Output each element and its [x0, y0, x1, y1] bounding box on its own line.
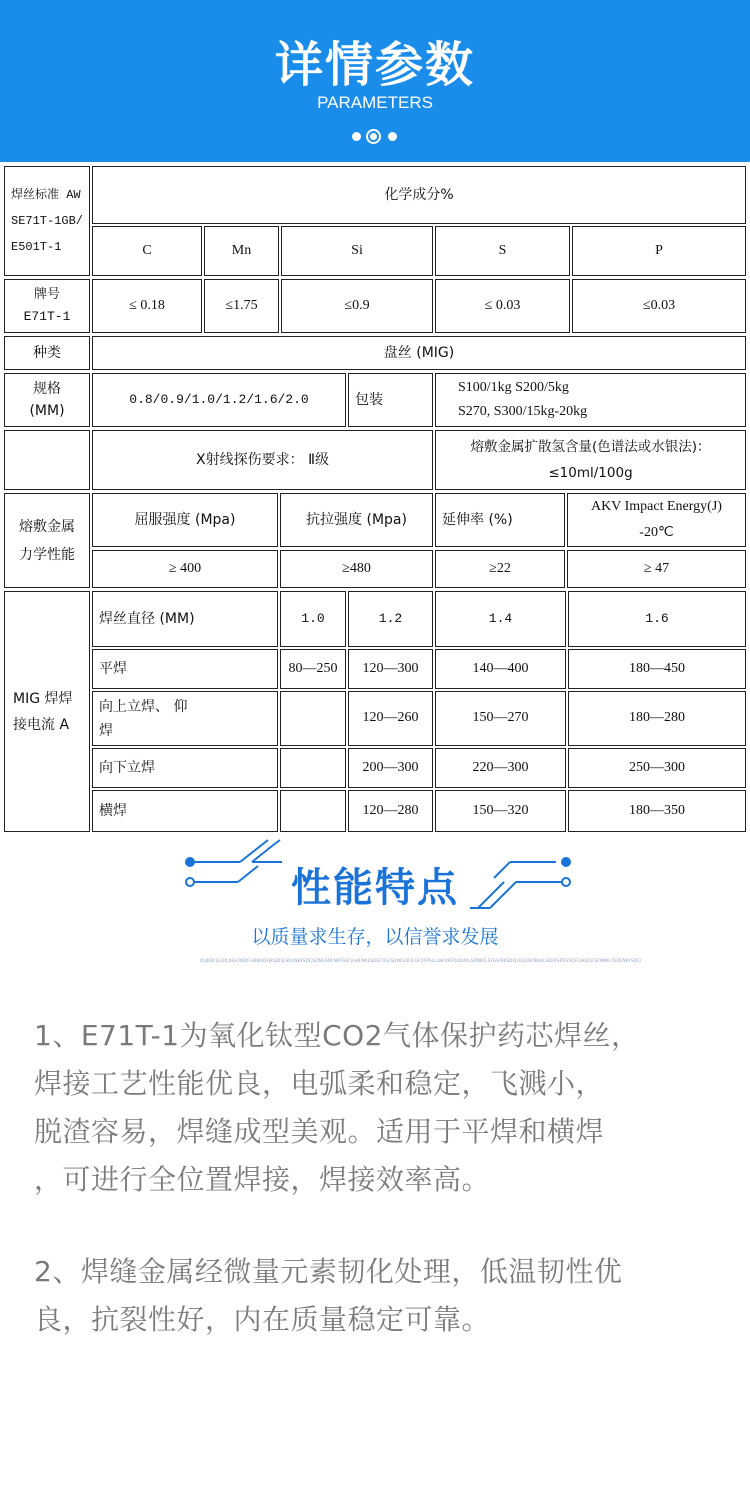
diameter-1-0: 1.0: [280, 591, 346, 647]
row-vertical-down-value: 250—300: [568, 748, 746, 788]
row-horizontal-value: [280, 790, 346, 832]
dot-icon: [388, 132, 397, 141]
header-banner: [0, 0, 750, 162]
mech-value-yield: ≥ 400: [92, 550, 278, 588]
row-vertical-up-value: 120—260: [348, 691, 433, 746]
mech-value-tensile: ≥480: [280, 550, 433, 588]
dot-active-icon: [366, 129, 381, 144]
type-label: 种类: [4, 336, 90, 370]
spec-value: 0.8/0.9/1.0/1.2/1.6/2.0: [92, 373, 346, 427]
carousel-dots: [350, 128, 400, 146]
row-flat-value: 120—300: [348, 649, 433, 689]
row-vertical-down-value: 200—300: [348, 748, 433, 788]
dot-icon: [352, 132, 361, 141]
type-value: 盘丝 (MIG): [92, 336, 746, 370]
diameter-1-4: 1.4: [435, 591, 566, 647]
paragraph-line: ，可进行全位置焊接，焊接效率高。: [34, 1163, 491, 1196]
row-vertical-up-value: 180—280: [568, 691, 746, 746]
mech-value-impact: ≥ 47: [567, 550, 746, 588]
page-subtitle: PARAMETERS: [317, 93, 433, 112]
chem-value-p: ≤0.03: [572, 279, 746, 333]
paragraph-line: 2、焊缝金属经微量元素韧化处理，低温韧性优: [34, 1255, 623, 1288]
row-vertical-down-label: 向下立焊: [92, 748, 278, 788]
chem-col-s: S: [435, 226, 570, 276]
paragraph-line: 1、E71T-1为氧化钛型CO2气体保护药芯焊丝，: [34, 1019, 640, 1052]
paragraph-1: [34, 1012, 724, 1204]
row-vertical-up-value: 150—270: [435, 691, 566, 746]
paragraph-2: [34, 1248, 724, 1344]
mech-col-impact: AKV Impact Energy(J) -20℃: [567, 493, 746, 547]
row-vertical-down-value: [280, 748, 346, 788]
row-flat-value: 180—450: [568, 649, 746, 689]
mech-col-yield: 屈服强度 (Mpa): [92, 493, 278, 547]
current-label: MIG 焊焊接电流 A: [4, 591, 90, 832]
features-tiny-text: OLJKDFJGLDLJHGOIKDFGNIKSDFJKSDFJLSDVNKFSDFJSDNGSDFNKFSDFJLHJFNKLSDGFOSLSJLNFLDFJLGFOFPSLLLNFOKFOLKUOLSDNKFLSFGHIRKSDFJLKSDGFNGKLSDFKSDFGSOFLSKDFJLSFNNKLFSDFNKFSDFJ: [200, 958, 641, 963]
diameter-header: 焊丝直径 (MM): [92, 591, 278, 647]
hydrogen-line-2: ≤10ml/100g: [548, 465, 633, 481]
row-vertical-down-value: 220—300: [435, 748, 566, 788]
chem-value-mn: ≤1.75: [204, 279, 279, 333]
features-title: 性能特点: [291, 865, 459, 911]
paragraph-line: 脱渣容易，焊缝成型美观。适用于平焊和横焊: [34, 1115, 605, 1148]
mech-value-elongation: ≥22: [435, 550, 565, 588]
brand-label: 牌号 E71T-1: [4, 279, 90, 333]
pack-value: [435, 373, 746, 427]
row-vertical-up-label: 向上立焊、 仰焊: [92, 691, 278, 746]
spec-label: 规格 (MM): [4, 373, 90, 427]
row-flat-value: 140—400: [435, 649, 566, 689]
mech-col-elongation: 延伸率 (%): [435, 493, 565, 547]
hydrogen-content: [435, 430, 746, 490]
row-horizontal-value: 120—280: [348, 790, 433, 832]
chem-col-mn: Mn: [204, 226, 279, 276]
chem-value-s: ≤ 0.03: [435, 279, 570, 333]
chem-value-c: ≤ 0.18: [92, 279, 202, 333]
row-horizontal-label: 横焊: [92, 790, 278, 832]
mech-label: 熔敷金属力学性能: [4, 493, 90, 588]
row-vertical-up-value: [280, 691, 346, 746]
features-subtitle: 以质量求生存，以信誉求发展: [251, 926, 499, 948]
page-title: 详情参数: [274, 37, 475, 93]
chem-col-p: P: [572, 226, 746, 276]
chem-col-si: Si: [281, 226, 433, 276]
standard-cell: 焊丝标准 AWSE71T-1GB/ E501T-1: [4, 166, 90, 276]
mech-col-tensile: 抗拉强度 (Mpa): [280, 493, 433, 547]
features-section: [0, 836, 750, 986]
paragraph-line: 良，抗裂性好，内在质量稳定可靠。: [34, 1303, 491, 1336]
empty-cell: [4, 430, 90, 490]
row-flat-label: 平焊: [92, 649, 278, 689]
chem-col-c: C: [92, 226, 202, 276]
diameter-1-2: 1.2: [348, 591, 433, 647]
chem-value-si: ≤0.9: [281, 279, 433, 333]
chem-header: 化学成分%: [92, 166, 746, 224]
pack-label: 包装: [348, 373, 433, 427]
row-horizontal-value: 180—350: [568, 790, 746, 832]
row-horizontal-value: 150—320: [435, 790, 566, 832]
xray-requirement: X射线探伤要求： Ⅱ级: [92, 430, 433, 490]
diameter-1-6: 1.6: [568, 591, 746, 647]
row-flat-value: 80—250: [280, 649, 346, 689]
pack-value-line-1: S100/1kg S200/5kg: [458, 380, 569, 395]
pack-value-line-2: S270, S300/15kg-20kg: [458, 404, 588, 419]
hydrogen-line-1: 熔敷金属扩散氢含量(色谱法或水银法)：: [470, 439, 711, 455]
paragraph-line: 焊接工艺性能优良，电弧柔和稳定，飞溅小，: [34, 1067, 605, 1100]
